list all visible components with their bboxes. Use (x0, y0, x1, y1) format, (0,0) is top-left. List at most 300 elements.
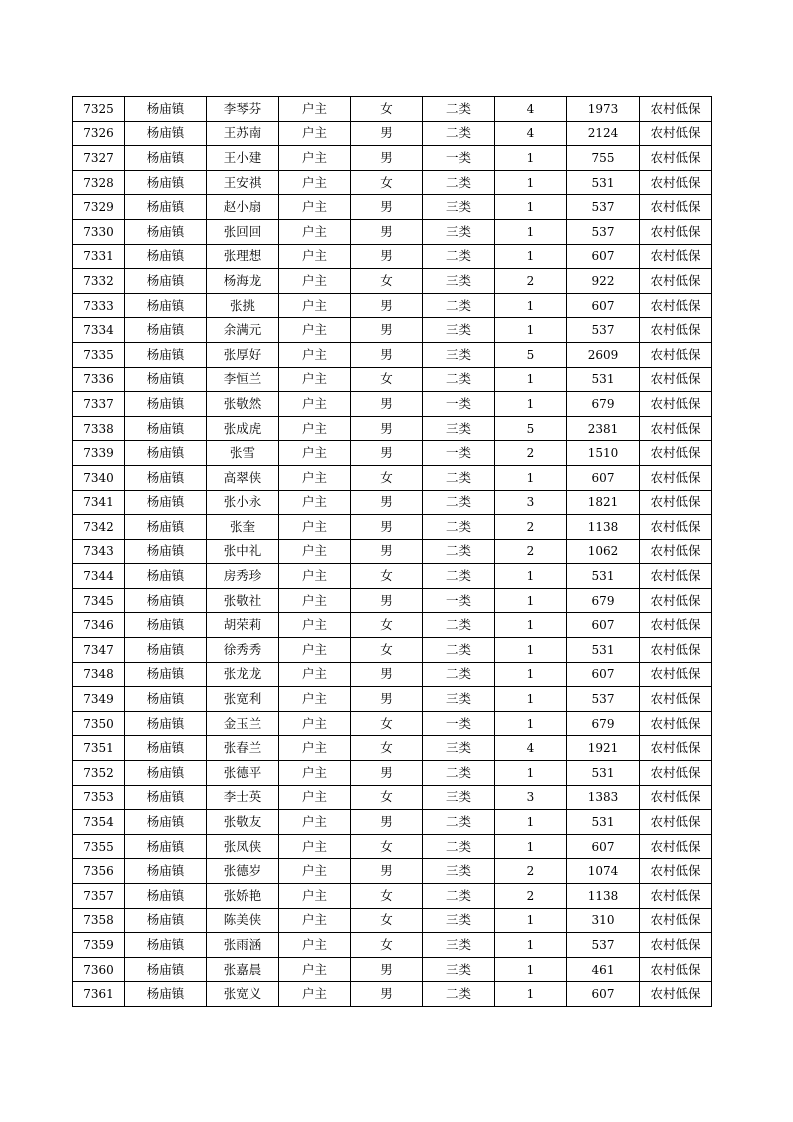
relation-cell: 户主 (279, 687, 351, 712)
gender-cell: 女 (351, 884, 423, 909)
category-cell: 二类 (423, 515, 495, 540)
category-cell: 二类 (423, 465, 495, 490)
serial-number-cell: 7355 (73, 834, 125, 859)
table-row (73, 908, 712, 933)
household-size-cell: 2 (495, 539, 567, 564)
household-size-cell: 1 (495, 982, 567, 1007)
serial-number-cell: 7340 (73, 465, 125, 490)
name-cell: 张宽利 (207, 687, 279, 712)
relation-cell: 户主 (279, 195, 351, 220)
table-row (73, 687, 712, 712)
category-cell: 三类 (423, 736, 495, 761)
town-cell: 杨庙镇 (125, 564, 207, 589)
assistance-type-cell: 农村低保 (640, 613, 712, 638)
town-cell: 杨庙镇 (125, 834, 207, 859)
amount-cell: 607 (567, 834, 640, 859)
relation-cell: 户主 (279, 441, 351, 466)
table-row (73, 834, 712, 859)
serial-number-cell: 7361 (73, 982, 125, 1007)
town-cell: 杨庙镇 (125, 884, 207, 909)
table-row (73, 539, 712, 564)
assistance-type-cell: 农村低保 (640, 884, 712, 909)
serial-number-cell: 7350 (73, 711, 125, 736)
relation-cell: 户主 (279, 515, 351, 540)
amount-cell: 310 (567, 908, 640, 933)
gender-cell: 女 (351, 834, 423, 859)
assistance-type-cell: 农村低保 (640, 588, 712, 613)
relation-cell: 户主 (279, 834, 351, 859)
serial-number-cell: 7348 (73, 662, 125, 687)
amount-cell: 679 (567, 392, 640, 417)
household-size-cell: 2 (495, 515, 567, 540)
serial-number-cell: 7332 (73, 269, 125, 294)
serial-number-cell: 7326 (73, 121, 125, 146)
amount-cell: 2609 (567, 342, 640, 367)
gender-cell: 女 (351, 785, 423, 810)
town-cell: 杨庙镇 (125, 908, 207, 933)
gender-cell: 女 (351, 170, 423, 195)
table-row (73, 318, 712, 343)
relation-cell: 户主 (279, 490, 351, 515)
town-cell: 杨庙镇 (125, 810, 207, 835)
table-row (73, 662, 712, 687)
category-cell: 二类 (423, 564, 495, 589)
household-size-cell: 1 (495, 367, 567, 392)
assistance-type-cell: 农村低保 (640, 539, 712, 564)
name-cell: 张宽义 (207, 982, 279, 1007)
household-size-cell: 4 (495, 736, 567, 761)
serial-number-cell: 7338 (73, 416, 125, 441)
town-cell: 杨庙镇 (125, 441, 207, 466)
amount-cell: 922 (567, 269, 640, 294)
gender-cell: 男 (351, 662, 423, 687)
serial-number-cell: 7331 (73, 244, 125, 269)
serial-number-cell: 7334 (73, 318, 125, 343)
town-cell: 杨庙镇 (125, 687, 207, 712)
relation-cell: 户主 (279, 564, 351, 589)
table-row (73, 441, 712, 466)
name-cell: 陈美侠 (207, 908, 279, 933)
household-size-cell: 1 (495, 761, 567, 786)
amount-cell: 537 (567, 318, 640, 343)
name-cell: 余满元 (207, 318, 279, 343)
gender-cell: 男 (351, 392, 423, 417)
assistance-type-cell: 农村低保 (640, 490, 712, 515)
gender-cell: 女 (351, 613, 423, 638)
assistance-type-cell: 农村低保 (640, 416, 712, 441)
serial-number-cell: 7349 (73, 687, 125, 712)
household-size-cell: 1 (495, 564, 567, 589)
relation-cell: 户主 (279, 269, 351, 294)
assistance-type-cell: 农村低保 (640, 244, 712, 269)
assistance-type-cell: 农村低保 (640, 392, 712, 417)
town-cell: 杨庙镇 (125, 613, 207, 638)
category-cell: 三类 (423, 269, 495, 294)
beneficiary-table (72, 96, 712, 1007)
name-cell: 金玉兰 (207, 711, 279, 736)
household-size-cell: 1 (495, 908, 567, 933)
name-cell: 高翠侠 (207, 465, 279, 490)
category-cell: 三类 (423, 859, 495, 884)
amount-cell: 537 (567, 219, 640, 244)
name-cell: 张中礼 (207, 539, 279, 564)
name-cell: 李琴芬 (207, 97, 279, 122)
amount-cell: 1074 (567, 859, 640, 884)
relation-cell: 户主 (279, 219, 351, 244)
gender-cell: 男 (351, 859, 423, 884)
relation-cell: 户主 (279, 539, 351, 564)
gender-cell: 男 (351, 318, 423, 343)
household-size-cell: 2 (495, 884, 567, 909)
assistance-type-cell: 农村低保 (640, 515, 712, 540)
relation-cell: 户主 (279, 293, 351, 318)
category-cell: 三类 (423, 195, 495, 220)
table-row (73, 810, 712, 835)
town-cell: 杨庙镇 (125, 97, 207, 122)
assistance-type-cell: 农村低保 (640, 367, 712, 392)
category-cell: 二类 (423, 539, 495, 564)
serial-number-cell: 7356 (73, 859, 125, 884)
amount-cell: 755 (567, 146, 640, 171)
assistance-type-cell: 农村低保 (640, 121, 712, 146)
table-row (73, 342, 712, 367)
relation-cell: 户主 (279, 416, 351, 441)
name-cell: 张德岁 (207, 859, 279, 884)
assistance-type-cell: 农村低保 (640, 195, 712, 220)
household-size-cell: 1 (495, 293, 567, 318)
serial-number-cell: 7357 (73, 884, 125, 909)
gender-cell: 男 (351, 810, 423, 835)
serial-number-cell: 7360 (73, 957, 125, 982)
gender-cell: 男 (351, 687, 423, 712)
amount-cell: 1383 (567, 785, 640, 810)
table-row (73, 884, 712, 909)
gender-cell: 女 (351, 908, 423, 933)
amount-cell: 1510 (567, 441, 640, 466)
category-cell: 三类 (423, 416, 495, 441)
table-body (73, 97, 712, 1007)
town-cell: 杨庙镇 (125, 588, 207, 613)
relation-cell: 户主 (279, 613, 351, 638)
amount-cell: 537 (567, 195, 640, 220)
household-size-cell: 1 (495, 638, 567, 663)
household-size-cell: 1 (495, 613, 567, 638)
name-cell: 王安祺 (207, 170, 279, 195)
amount-cell: 461 (567, 957, 640, 982)
household-size-cell: 4 (495, 97, 567, 122)
amount-cell: 607 (567, 982, 640, 1007)
name-cell: 张雨涵 (207, 933, 279, 958)
assistance-type-cell: 农村低保 (640, 97, 712, 122)
amount-cell: 1138 (567, 515, 640, 540)
name-cell: 张敬友 (207, 810, 279, 835)
town-cell: 杨庙镇 (125, 170, 207, 195)
town-cell: 杨庙镇 (125, 711, 207, 736)
relation-cell: 户主 (279, 785, 351, 810)
assistance-type-cell: 农村低保 (640, 859, 712, 884)
assistance-type-cell: 农村低保 (640, 638, 712, 663)
category-cell: 二类 (423, 982, 495, 1007)
name-cell: 张小永 (207, 490, 279, 515)
relation-cell: 户主 (279, 392, 351, 417)
table-row (73, 219, 712, 244)
household-size-cell: 3 (495, 785, 567, 810)
household-size-cell: 1 (495, 195, 567, 220)
town-cell: 杨庙镇 (125, 859, 207, 884)
household-size-cell: 2 (495, 441, 567, 466)
name-cell: 张嘉晨 (207, 957, 279, 982)
name-cell: 张娇艳 (207, 884, 279, 909)
household-size-cell: 1 (495, 146, 567, 171)
category-cell: 三类 (423, 908, 495, 933)
table-row (73, 416, 712, 441)
amount-cell: 607 (567, 293, 640, 318)
table-row (73, 957, 712, 982)
relation-cell: 户主 (279, 761, 351, 786)
assistance-type-cell: 农村低保 (640, 982, 712, 1007)
gender-cell: 男 (351, 539, 423, 564)
gender-cell: 男 (351, 219, 423, 244)
relation-cell: 户主 (279, 711, 351, 736)
table-row (73, 933, 712, 958)
category-cell: 三类 (423, 687, 495, 712)
town-cell: 杨庙镇 (125, 416, 207, 441)
amount-cell: 607 (567, 244, 640, 269)
category-cell: 二类 (423, 834, 495, 859)
town-cell: 杨庙镇 (125, 662, 207, 687)
table-row (73, 465, 712, 490)
name-cell: 王小建 (207, 146, 279, 171)
assistance-type-cell: 农村低保 (640, 662, 712, 687)
assistance-type-cell: 农村低保 (640, 318, 712, 343)
relation-cell: 户主 (279, 908, 351, 933)
relation-cell: 户主 (279, 146, 351, 171)
town-cell: 杨庙镇 (125, 761, 207, 786)
gender-cell: 男 (351, 982, 423, 1007)
table-row (73, 293, 712, 318)
amount-cell: 531 (567, 564, 640, 589)
town-cell: 杨庙镇 (125, 269, 207, 294)
assistance-type-cell: 农村低保 (640, 441, 712, 466)
name-cell: 张挑 (207, 293, 279, 318)
table-row (73, 269, 712, 294)
town-cell: 杨庙镇 (125, 342, 207, 367)
name-cell: 房秀珍 (207, 564, 279, 589)
table-row (73, 244, 712, 269)
gender-cell: 男 (351, 146, 423, 171)
name-cell: 张敬社 (207, 588, 279, 613)
amount-cell: 1921 (567, 736, 640, 761)
household-size-cell: 3 (495, 490, 567, 515)
name-cell: 张回回 (207, 219, 279, 244)
category-cell: 三类 (423, 342, 495, 367)
name-cell: 张厚好 (207, 342, 279, 367)
household-size-cell: 1 (495, 687, 567, 712)
table-row (73, 613, 712, 638)
name-cell: 李士英 (207, 785, 279, 810)
town-cell: 杨庙镇 (125, 638, 207, 663)
serial-number-cell: 7342 (73, 515, 125, 540)
gender-cell: 男 (351, 490, 423, 515)
town-cell: 杨庙镇 (125, 318, 207, 343)
table-row (73, 982, 712, 1007)
assistance-type-cell: 农村低保 (640, 933, 712, 958)
category-cell: 二类 (423, 638, 495, 663)
gender-cell: 男 (351, 342, 423, 367)
name-cell: 张成虎 (207, 416, 279, 441)
table-row (73, 97, 712, 122)
amount-cell: 1821 (567, 490, 640, 515)
relation-cell: 户主 (279, 982, 351, 1007)
relation-cell: 户主 (279, 121, 351, 146)
amount-cell: 1973 (567, 97, 640, 122)
table-row (73, 367, 712, 392)
assistance-type-cell: 农村低保 (640, 810, 712, 835)
town-cell: 杨庙镇 (125, 465, 207, 490)
table-row (73, 711, 712, 736)
town-cell: 杨庙镇 (125, 957, 207, 982)
gender-cell: 女 (351, 564, 423, 589)
category-cell: 一类 (423, 588, 495, 613)
relation-cell: 户主 (279, 810, 351, 835)
assistance-type-cell: 农村低保 (640, 785, 712, 810)
serial-number-cell: 7335 (73, 342, 125, 367)
town-cell: 杨庙镇 (125, 933, 207, 958)
name-cell: 李恒兰 (207, 367, 279, 392)
category-cell: 三类 (423, 785, 495, 810)
gender-cell: 男 (351, 441, 423, 466)
name-cell: 张龙龙 (207, 662, 279, 687)
household-size-cell: 1 (495, 957, 567, 982)
table-row (73, 146, 712, 171)
relation-cell: 户主 (279, 465, 351, 490)
amount-cell: 1062 (567, 539, 640, 564)
household-size-cell: 1 (495, 662, 567, 687)
name-cell: 张雪 (207, 441, 279, 466)
amount-cell: 679 (567, 711, 640, 736)
serial-number-cell: 7329 (73, 195, 125, 220)
category-cell: 二类 (423, 121, 495, 146)
gender-cell: 女 (351, 465, 423, 490)
gender-cell: 男 (351, 957, 423, 982)
name-cell: 张春兰 (207, 736, 279, 761)
gender-cell: 男 (351, 195, 423, 220)
assistance-type-cell: 农村低保 (640, 269, 712, 294)
gender-cell: 男 (351, 416, 423, 441)
relation-cell: 户主 (279, 244, 351, 269)
assistance-type-cell: 农村低保 (640, 736, 712, 761)
serial-number-cell: 7327 (73, 146, 125, 171)
assistance-type-cell: 农村低保 (640, 293, 712, 318)
serial-number-cell: 7343 (73, 539, 125, 564)
amount-cell: 607 (567, 613, 640, 638)
household-size-cell: 1 (495, 588, 567, 613)
gender-cell: 男 (351, 761, 423, 786)
town-cell: 杨庙镇 (125, 293, 207, 318)
serial-number-cell: 7353 (73, 785, 125, 810)
name-cell: 王苏南 (207, 121, 279, 146)
relation-cell: 户主 (279, 662, 351, 687)
category-cell: 二类 (423, 662, 495, 687)
household-size-cell: 1 (495, 170, 567, 195)
category-cell: 二类 (423, 244, 495, 269)
household-size-cell: 1 (495, 834, 567, 859)
assistance-type-cell: 农村低保 (640, 957, 712, 982)
gender-cell: 女 (351, 711, 423, 736)
household-size-cell: 1 (495, 219, 567, 244)
table-row (73, 859, 712, 884)
relation-cell: 户主 (279, 859, 351, 884)
amount-cell: 1138 (567, 884, 640, 909)
table-row (73, 121, 712, 146)
category-cell: 二类 (423, 367, 495, 392)
assistance-type-cell: 农村低保 (640, 834, 712, 859)
category-cell: 三类 (423, 219, 495, 244)
amount-cell: 2124 (567, 121, 640, 146)
town-cell: 杨庙镇 (125, 121, 207, 146)
assistance-type-cell: 农村低保 (640, 146, 712, 171)
serial-number-cell: 7333 (73, 293, 125, 318)
amount-cell: 531 (567, 367, 640, 392)
name-cell: 杨海龙 (207, 269, 279, 294)
category-cell: 二类 (423, 170, 495, 195)
table-row (73, 736, 712, 761)
serial-number-cell: 7337 (73, 392, 125, 417)
relation-cell: 户主 (279, 736, 351, 761)
amount-cell: 537 (567, 933, 640, 958)
name-cell: 张敬然 (207, 392, 279, 417)
category-cell: 二类 (423, 761, 495, 786)
table-row (73, 785, 712, 810)
household-size-cell: 1 (495, 711, 567, 736)
assistance-type-cell: 农村低保 (640, 219, 712, 244)
table-row (73, 195, 712, 220)
household-size-cell: 1 (495, 244, 567, 269)
relation-cell: 户主 (279, 367, 351, 392)
table-row (73, 170, 712, 195)
category-cell: 一类 (423, 392, 495, 417)
category-cell: 二类 (423, 884, 495, 909)
category-cell: 一类 (423, 711, 495, 736)
gender-cell: 男 (351, 293, 423, 318)
household-size-cell: 1 (495, 810, 567, 835)
name-cell: 张德平 (207, 761, 279, 786)
town-cell: 杨庙镇 (125, 515, 207, 540)
serial-number-cell: 7354 (73, 810, 125, 835)
gender-cell: 男 (351, 244, 423, 269)
assistance-type-cell: 农村低保 (640, 687, 712, 712)
gender-cell: 男 (351, 588, 423, 613)
serial-number-cell: 7339 (73, 441, 125, 466)
name-cell: 徐秀秀 (207, 638, 279, 663)
category-cell: 二类 (423, 613, 495, 638)
name-cell: 张凤侠 (207, 834, 279, 859)
gender-cell: 女 (351, 367, 423, 392)
household-size-cell: 5 (495, 416, 567, 441)
amount-cell: 537 (567, 687, 640, 712)
household-size-cell: 2 (495, 859, 567, 884)
gender-cell: 女 (351, 638, 423, 663)
name-cell: 张奎 (207, 515, 279, 540)
serial-number-cell: 7330 (73, 219, 125, 244)
serial-number-cell: 7351 (73, 736, 125, 761)
category-cell: 一类 (423, 146, 495, 171)
household-size-cell: 4 (495, 121, 567, 146)
category-cell: 三类 (423, 933, 495, 958)
relation-cell: 户主 (279, 97, 351, 122)
category-cell: 二类 (423, 97, 495, 122)
household-size-cell: 1 (495, 392, 567, 417)
